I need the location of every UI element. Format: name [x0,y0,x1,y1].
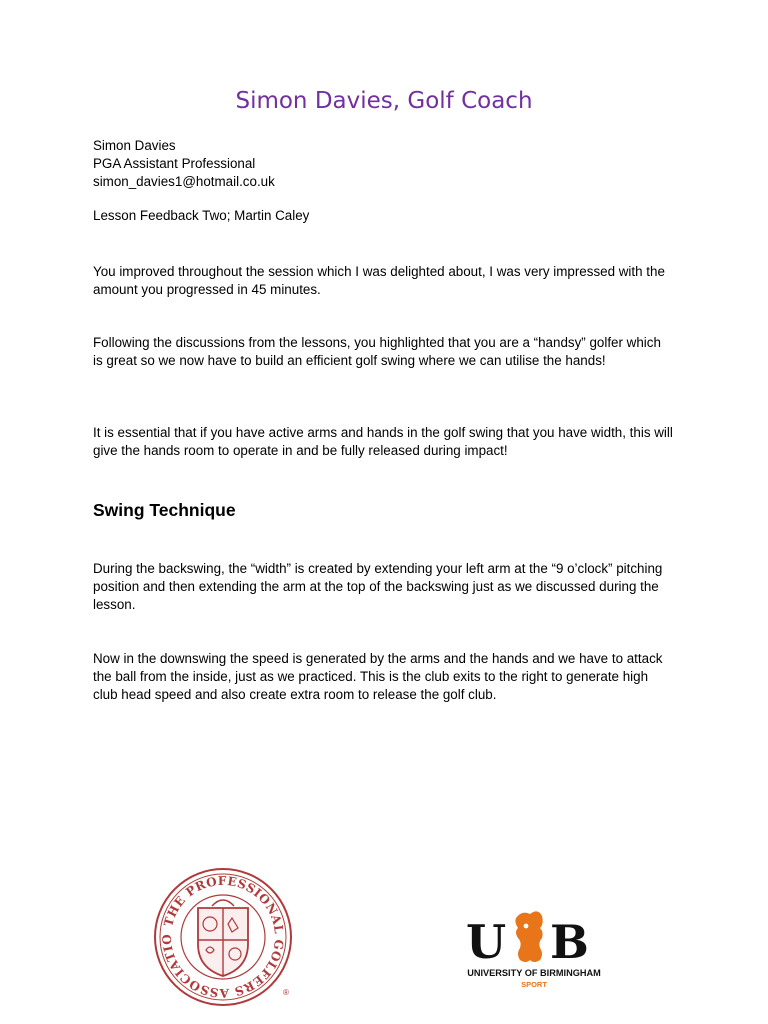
uob-sport-line: SPORT [521,980,547,989]
paragraph-handsy: Following the discussions from the lessons, you highlighted that you are a “handsy” golfer which is great so we now have to build an efficient golf swing where we can utilise the hands! [93,335,661,368]
lesson-subject: Lesson Feedback Two; Martin Caley [93,208,310,223]
contact-email: simon_davies1@hotmail.co.uk [93,174,275,189]
section-heading: Swing Technique [93,500,236,520]
contact-name: Simon Davies [93,138,176,153]
paragraph-downswing: Now in the downswing the speed is generated by the arms and the hands and we have to attack the ball from the inside, just as we practiced. This is the club exits to the right to generate high club head speed and also create extra room to release the golf club. [93,651,663,702]
uob-name-line: UNIVERSITY OF BIRMINGHAM [467,968,601,978]
page-title: Simon Davies, Golf Coach [235,88,533,114]
uob-letter-u: U [466,915,507,969]
contact-block [93,137,275,191]
lion-icon [515,911,542,962]
contact-role: PGA Assistant Professional [93,156,256,171]
paragraph-backswing: During the backswing, the “width” is created by extending your left arm at the “9 o’clock” pitching position and then extending the arm at the top of the backswing just as we discussed during the lesson. [93,561,663,612]
uob-logo [464,908,604,992]
uob-letter-b: B [550,915,589,969]
pga-crest-icon [152,866,294,1008]
paragraph-progress: You improved throughout the session which I was delighted about, I was very impressed with the amount you progressed in 45 minutes. [93,264,665,297]
pga-logo [152,866,294,1008]
uob-sport-logo-icon [464,908,604,992]
pga-ring-text: THE PROFESSIONAL GOLFERS ASSOCIATIO [159,873,287,1001]
registered-mark: ® [283,988,289,997]
paragraph-width: It is essential that if you have active arms and hands in the golf swing that you have width, this will give the hands room to operate in and be fully released during impact! [93,425,673,458]
